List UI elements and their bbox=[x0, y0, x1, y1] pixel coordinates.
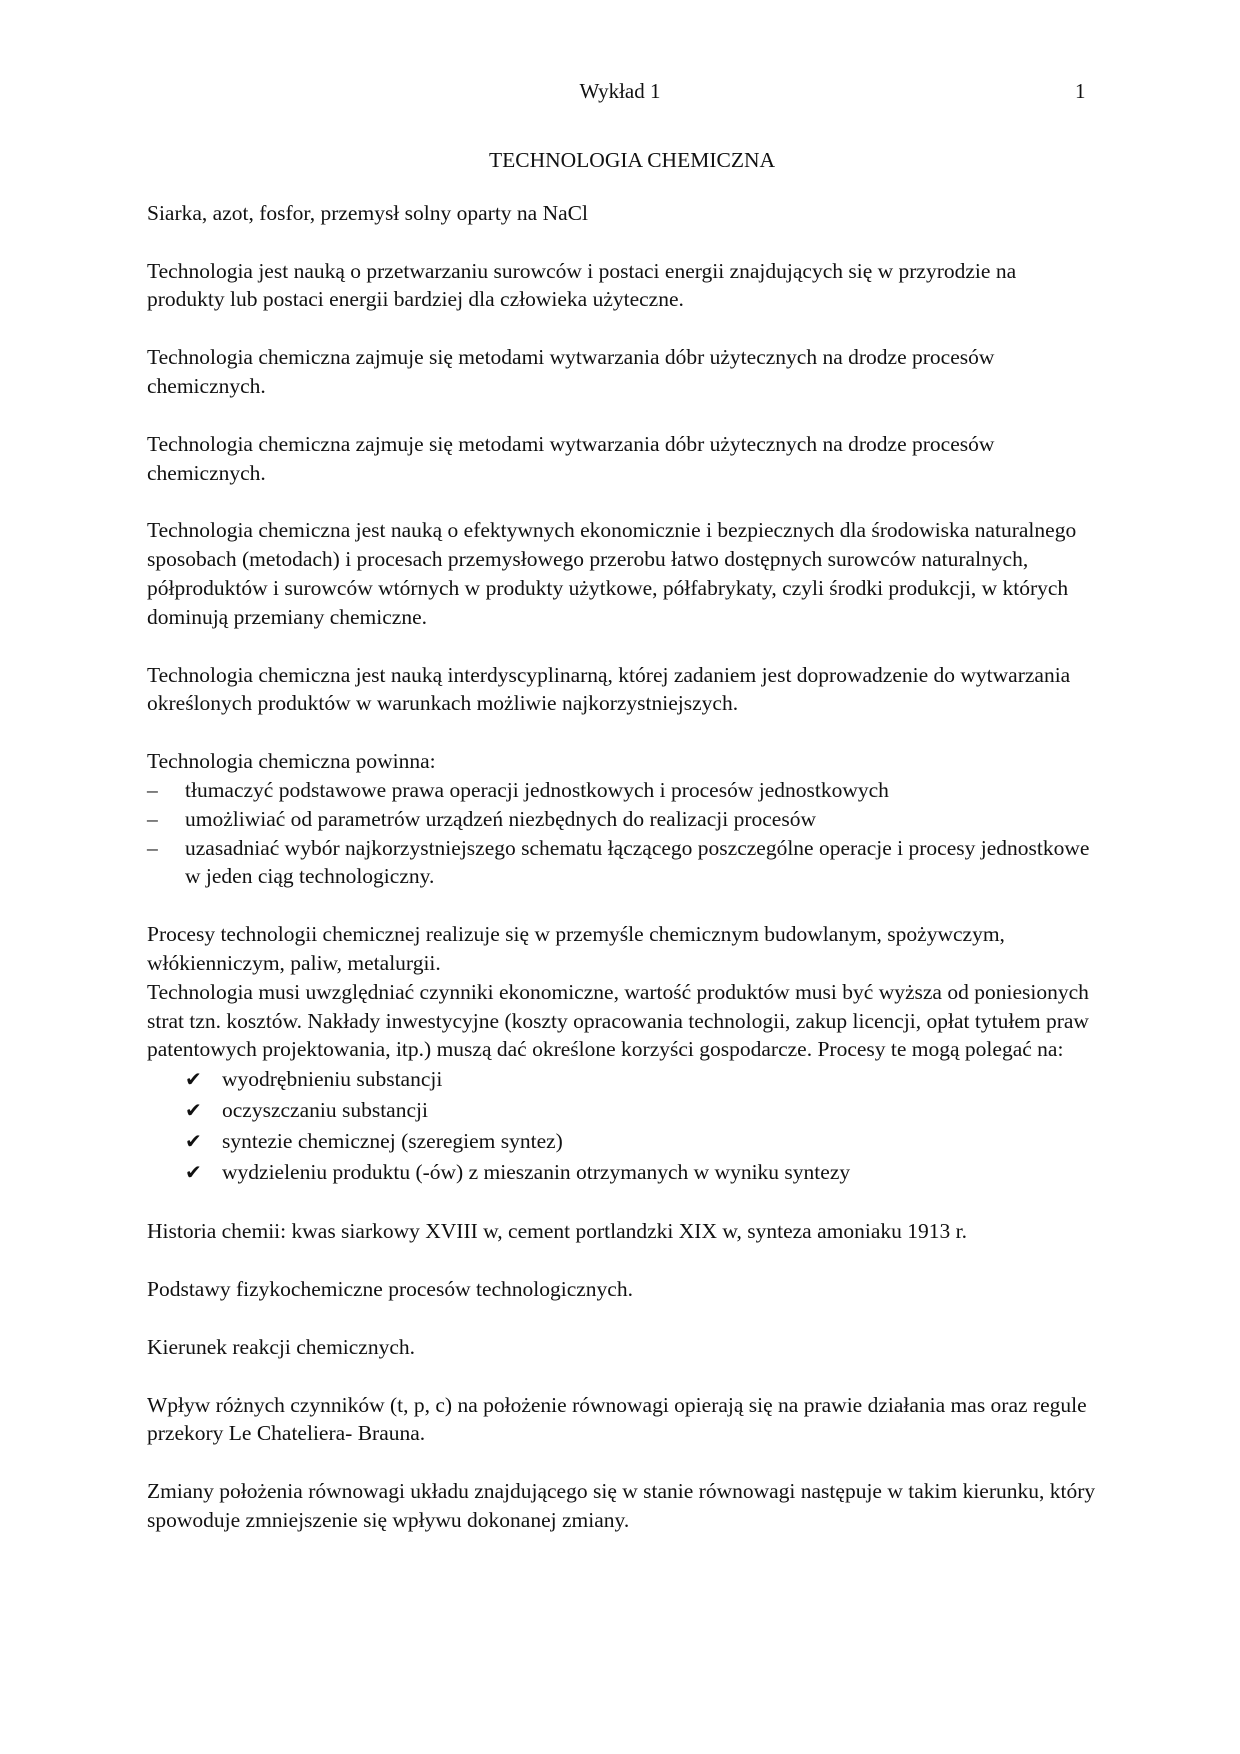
paragraph-history: Historia chemii: kwas siarkowy XVIII w, cement portlandzki XIX w, synteza amoniaku 1913 r. bbox=[147, 1219, 967, 1244]
check-icon: ✔ bbox=[185, 1160, 202, 1185]
paragraph-interdisciplinary: Technologia chemiczna jest nauką interdyscyplinarną, której zadaniem jest doprowadzenie do wytwarzania określonych produktów w warunkach możliwie najkorzystniejszych. bbox=[147, 662, 1071, 716]
paragraph-definition-chem-tech-2: Technologia chemiczna zajmuje się metodami wytwarzania dóbr użytecznych na drodze procesów chemicznych. bbox=[147, 431, 995, 485]
list-item: – tłumaczyć podstawowe prawa operacji jednostkowych i procesów jednostkowych bbox=[147, 776, 1097, 805]
paragraph-industries: Procesy technologii chemicznej realizuje się w przemyśle chemicznym budowlanym, spożywczym, włókienniczym, paliw, metalurgii. bbox=[147, 922, 1005, 975]
list-item: – umożliwiać od parametrów urządzeń niezbędnych do realizacji procesów bbox=[147, 805, 1097, 834]
check-list bbox=[147, 1064, 1097, 1188]
check-icon: ✔ bbox=[185, 1129, 202, 1154]
check-icon: ✔ bbox=[185, 1098, 202, 1123]
paragraph-should-intro: Technologia chemiczna powinna: bbox=[147, 749, 436, 774]
paragraph-economics: Technologia musi uwzględniać czynniki ekonomiczne, wartość produktów musi być wyższa od poniesionych strat tzn. kosztów. Nakłady inwestycyjne (koszty opracowania technologii, zakup licencji, opłat tytułem praw patentowych projektowania, itp.) muszą dać określone korzyści gospodarcze. Procesy te mogą polegać na: bbox=[147, 979, 1089, 1062]
dash-marker: – bbox=[147, 806, 158, 831]
paragraph-physicochemical: Podstawy fizykochemiczne procesów technologicznych. bbox=[147, 1276, 633, 1301]
paragraph-definition-chem-tech-3: Technologia chemiczna jest nauką o efektywnych ekonomicznie i bezpiecznych dla środowiska naturalnego sposobach (metodach) i procesach przemysłowego przerobu łatwo dostępnych surowców naturalnych, półproduktów i surowców wtórnych w produkty użytkowe, półfabrykaty, czyli środki produkcji, w których dominują przemiany chemiczne. bbox=[147, 518, 1077, 629]
list-item: ✔ oczyszczaniu substancji bbox=[147, 1095, 1097, 1126]
document-body bbox=[147, 146, 1097, 1564]
list-item: ✔ wyodrębnieniu substancji bbox=[147, 1064, 1097, 1095]
list-item: ✔ wydzieleniu produktu (-ów) z mieszanin otrzymanych w wyniku syntezy bbox=[147, 1157, 1097, 1188]
check-icon: ✔ bbox=[185, 1067, 202, 1092]
paragraph-topics: Siarka, azot, fosfor, przemysł solny oparty na NaCl bbox=[147, 200, 588, 225]
dash-marker: – bbox=[147, 835, 158, 860]
header-title: Wykład 1 bbox=[579, 79, 661, 103]
paragraph-definition-technology: Technologia jest nauką o przetwarzaniu surowców i postaci energii znajdujących się w przyrodzie na produkty lub postaci energii bardziej dla człowieka użyteczne. bbox=[147, 258, 1017, 312]
paragraph-equilibrium-factors: Wpływ różnych czynników (t, p, c) na położenie równowagi opierają się na prawie działania mas oraz regule przekory Le Chateliera- Brauna. bbox=[147, 1392, 1087, 1446]
paragraph-equilibrium-shift: Zmiany położenia równowagi układu znajdującego się w stanie równowagi następuje w takim kierunku, który spowoduje zmniejszenie się wpływu dokonanej zmiany. bbox=[147, 1479, 1096, 1532]
dash-marker: – bbox=[147, 777, 158, 802]
list-item: – uzasadniać wybór najkorzystniejszego schematu łączącego poszczególne operacje i procesy jednostkowe w jeden ciąg technologiczny. bbox=[147, 835, 1090, 889]
page-number: 1 bbox=[1075, 79, 1086, 103]
paragraph-definition-chem-tech-1: Technologia chemiczna zajmuje się metodami wytwarzania dóbr użytecznych na drodze procesów chemicznych. bbox=[147, 345, 995, 398]
dash-list bbox=[147, 776, 1097, 891]
paragraph-reaction-direction: Kierunek reakcji chemicznych. bbox=[147, 1334, 416, 1359]
document-title: TECHNOLOGIA CHEMICZNA bbox=[488, 148, 776, 172]
list-item: ✔ syntezie chemicznej (szeregiem syntez) bbox=[147, 1126, 1097, 1157]
